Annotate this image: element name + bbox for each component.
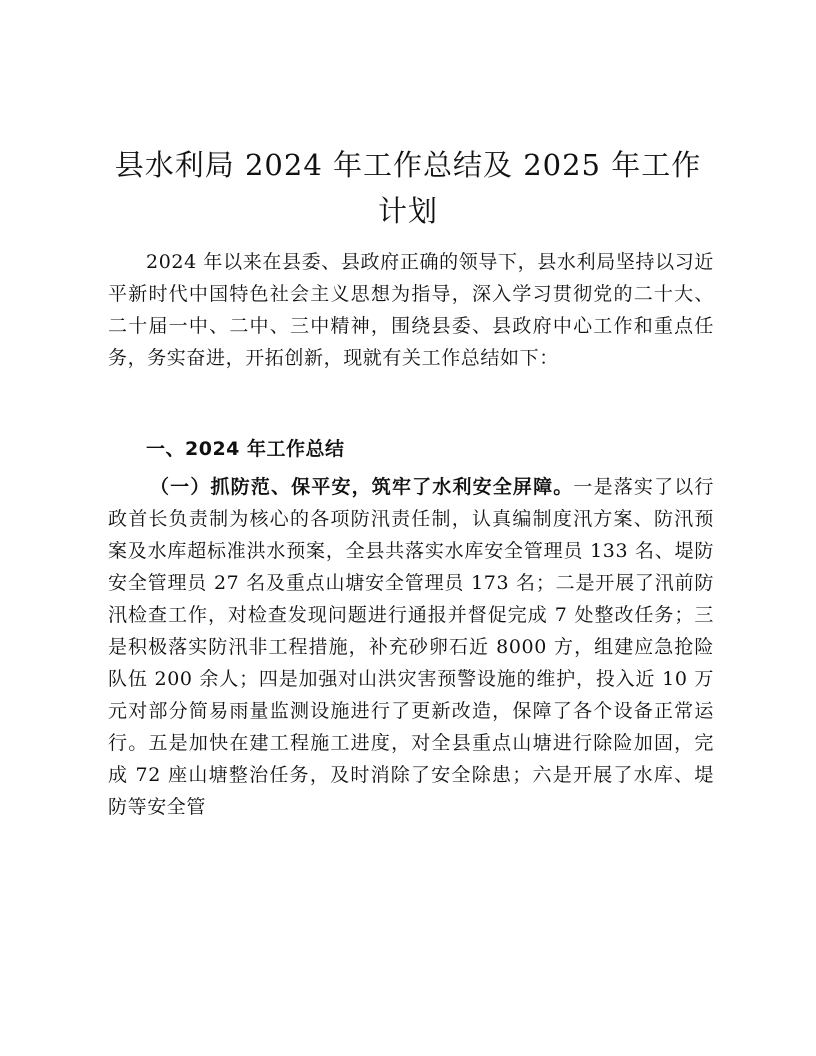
subsection-lead: （一）抓防范、保平安，筑牢了水利安全屏障。: [150, 476, 574, 498]
subsection-body: 一是落实了以行政首长负责制为核心的各项防汛责任制，认真编制度汛方案、防汛预案及水库超标准洪水预案，全县共落实水库安全管理员 133 名、堤防安全管理员 27 名及重点山塘安全管理员 173 名；二是开展了汛前防汛检查工作，对检查发现问题进行通报并督促完成 7 处整改任务；三是积极落实防汛非工程措施，补充砂卵石近 8000 方，组建应急抢险队伍 200 余人；四是加强对山洪灾害预警设施的维护，投入近 10 万元对部分简易雨量监测设施进行了更新改造，保障了各个设备正常运行。五是加快在建工程施工进度，对全县重点山塘进行除险加固，完成 72 座山塘整治任务，及时消除了安全除患；六是开展了水库、堤防等安全管: [108, 476, 714, 818]
document-title: 县水利局 2024 年工作总结及 2025 年工作计划: [114, 148, 702, 228]
subsection-paragraph: [108, 471, 714, 823]
section-heading: 一、2024 年工作总结: [146, 438, 345, 460]
intro-paragraph: 2024 年以来在县委、县政府正确的领导下，县水利局坚持以习近平新时代中国特色社会主义思想为指导，深入学习贯彻党的二十大、二十届一中、二中、三中精神，围绕县委、县政府中心工作和重点任务，务实奋进，开拓创新，现就有关工作总结如下：: [108, 251, 714, 369]
